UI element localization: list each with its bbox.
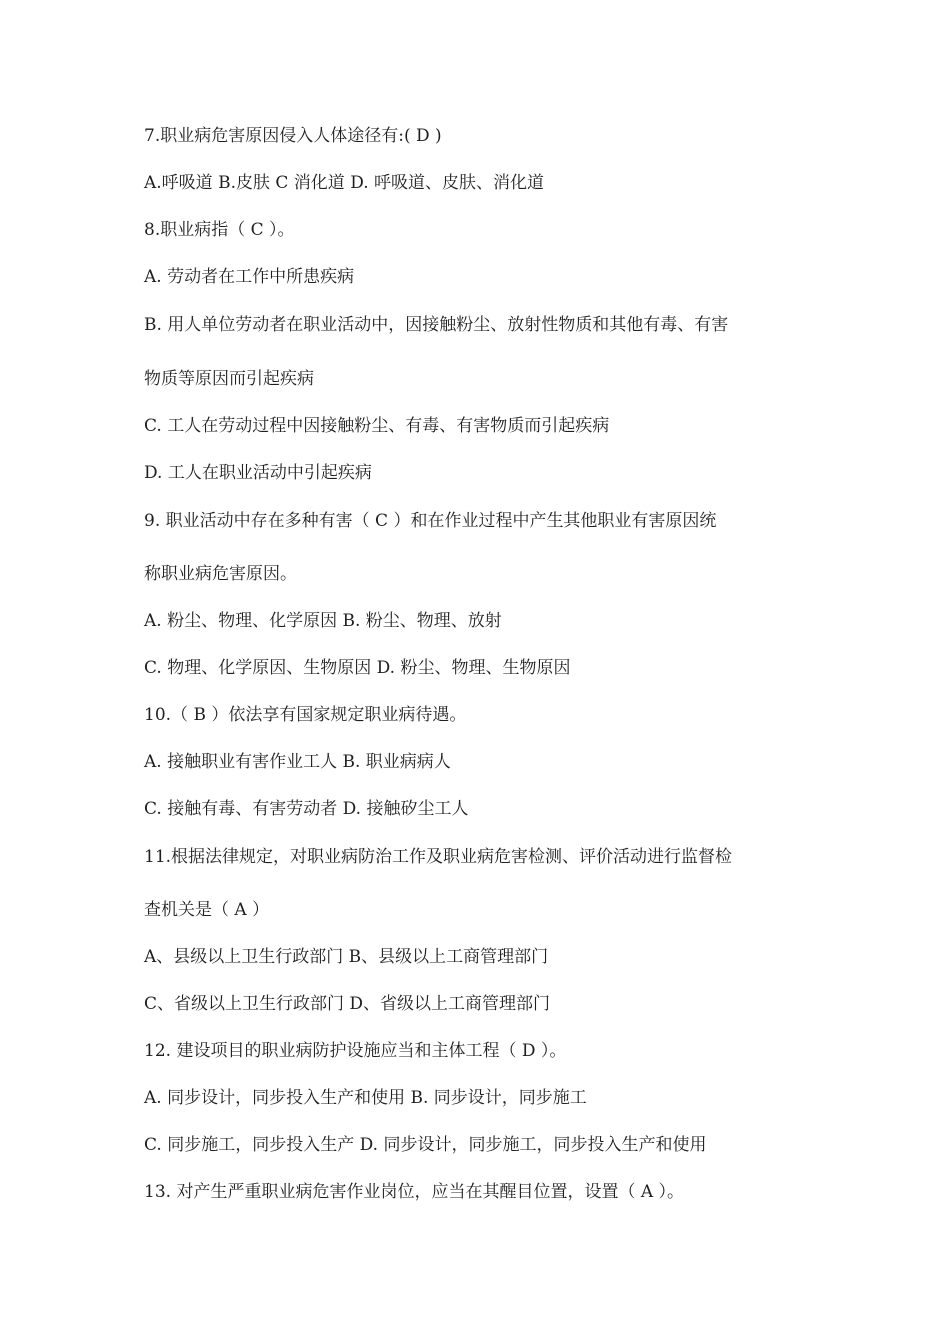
question-8: 8.职业病指（ C ）。 xyxy=(144,220,295,240)
question-8-option-a: A. 劳动者在工作中所患疾病 xyxy=(144,267,355,287)
question-11-continued: 查机关是（ A ） xyxy=(144,900,270,920)
question-10: 10.（ B ）依法享有国家规定职业病待遇。 xyxy=(144,705,467,725)
question-10-options-cd: C. 接触有毒、有害劳动者 D. 接触矽尘工人 xyxy=(144,799,469,819)
question-7-options: A.呼吸道 B.皮肤 C 消化道 D. 呼吸道、皮肤、消化道 xyxy=(144,173,545,193)
question-11: 11.根据法律规定，对职业病防治工作及职业病危害检测、评价活动进行监督检 xyxy=(144,847,733,867)
question-11-options-ab: A、县级以上卫生行政部门 B、县级以上工商管理部门 xyxy=(144,947,549,967)
question-10-options-ab: A. 接触职业有害作业工人 B. 职业病病人 xyxy=(144,752,451,772)
question-13: 13. 对产生严重职业病危害作业岗位，应当在其醒目位置，设置（ A ）。 xyxy=(144,1182,685,1202)
question-9-options-cd: C. 物理、化学原因、生物原因 D. 粉尘、物理、生物原因 xyxy=(144,658,571,678)
question-7: 7.职业病危害原因侵入人体途径有:( D ) xyxy=(144,126,442,146)
question-12-options-cd: C. 同步施工，同步投入生产 D. 同步设计，同步施工，同步投入生产和使用 xyxy=(144,1135,707,1155)
question-8-option-b-continued: 物质等原因而引起疾病 xyxy=(144,369,314,389)
question-9-continued: 称职业病危害原因。 xyxy=(144,564,297,584)
question-9: 9. 职业活动中存在多种有害（ C ）和在作业过程中产生其他职业有害原因统 xyxy=(144,511,717,531)
question-12: 12. 建设项目的职业病防护设施应当和主体工程（ D ）。 xyxy=(144,1041,567,1061)
question-11-options-cd: C、省级以上卫生行政部门 D、省级以上工商管理部门 xyxy=(144,994,551,1014)
question-8-option-b: B. 用人单位劳动者在职业活动中，因接触粉尘、放射性物质和其他有毒、有害 xyxy=(144,315,729,335)
question-9-options-ab: A. 粉尘、物理、化学原因 B. 粉尘、物理、放射 xyxy=(144,611,502,631)
question-8-option-c: C. 工人在劳动过程中因接触粉尘、有毒、有害物质而引起疾病 xyxy=(144,416,610,436)
question-8-option-d: D. 工人在职业活动中引起疾病 xyxy=(144,463,372,483)
question-12-options-ab: A. 同步设计，同步投入生产和使用 B. 同步设计，同步施工 xyxy=(144,1088,587,1108)
